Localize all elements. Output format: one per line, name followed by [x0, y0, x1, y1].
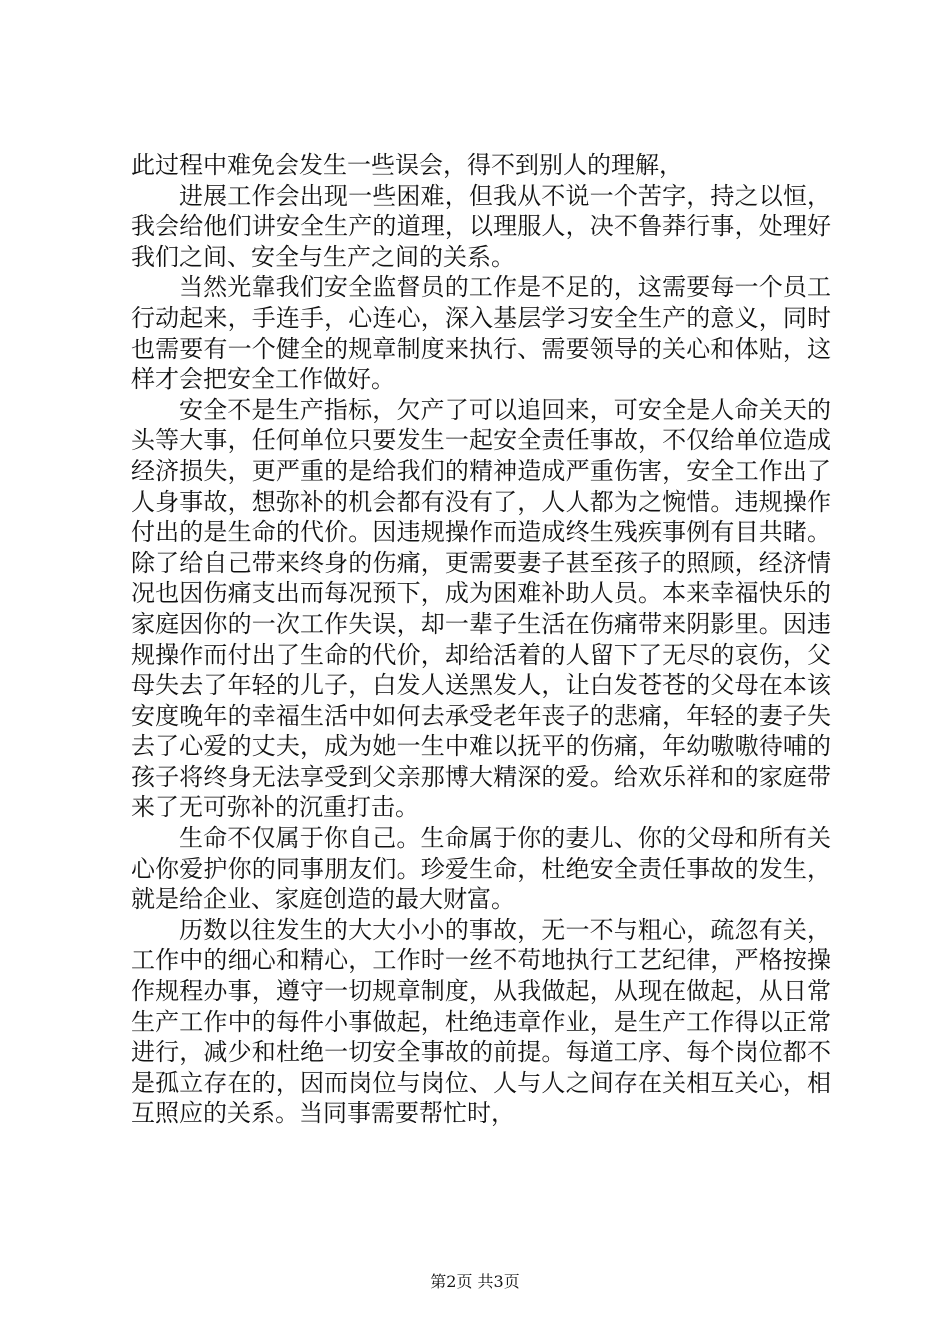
paragraph-3: 当然光靠我们安全监督员的工作是不足的，这需要每一个员工行动起来，手连手，心连心，深入基层学习安全生产的意义，同时也需要有一个健全的规章制度来执行、需要领导的关心和体贴，这样才会把安全工作做好。	[131, 273, 831, 394]
paragraph-5: 生命不仅属于你自己。生命属于你的妻儿、你的父母和所有关心你爱护你的同事朋友们。珍爱生命，杜绝安全责任事故的发生，就是给企业、家庭创造的最大财富。	[131, 824, 831, 914]
document-body	[131, 150, 831, 1129]
paragraph-2: 进展工作会出现一些困难，但我从不说一个苦字，持之以恒，我会给他们讲安全生产的道理，以理服人，决不鲁莽行事，处理好我们之间、安全与生产之间的关系。	[131, 181, 831, 271]
page-number-footer: 第2页 共3页	[430, 1272, 520, 1291]
paragraph-4: 安全不是生产指标，欠产了可以追回来，可安全是人命关天的头等大事，任何单位只要发生一起安全责任事故，不仅给单位造成经济损失，更严重的是给我们的精神造成严重伤害，安全工作出了人身事故，想弥补的机会都有没有了，人人都为之惋惜。违规操作付出的是生命的代价。因违规操作而造成终生残疾事例有目共睹。除了给自己带来终身的伤痛，更需要妻子甚至孩子的照顾，经济情况也因伤痛支出而每况预下，成为困难补助人员。本来幸福快乐的家庭因你的一次工作失误，却一辈子生活在伤痛带来阴影里。因违规操作而付出了生命的代价，却给活着的人留下了无尽的哀伤，父母失去了年轻的儿子，白发人送黑发人，让白发苍苍的父母在本该安度晚年的幸福生活中如何去承受老年丧子的悲痛，年轻的妻子失去了心爱的丈夫，成为她一生中难以抚平的伤痛，年幼嗷嗷待哺的孩子将终身无法享受到父亲那博大精深的爱。给欢乐祥和的家庭带来了无可弥补的沉重打击。	[131, 395, 831, 822]
paragraph-1: 此过程中难免会发生一些误会，得不到别人的理解，	[131, 151, 683, 179]
paragraph-6: 历数以往发生的大大小小的事故，无一不与粗心，疏忽有关，工作中的细心和精心，工作时一丝不苟地执行工艺纪律，严格按操作规程办事，遵守一切规章制度，从我做起，从现在做起，从日常生产工作中的每件小事做起，杜绝违章作业，是生产工作得以正常进行，减少和杜绝一切安全事故的前提。每道工序、每个岗位都不是孤立存在的，因而岗位与岗位、人与人之间存在关相互关心，相互照应的关系。当同事需要帮忙时，	[131, 915, 831, 1128]
